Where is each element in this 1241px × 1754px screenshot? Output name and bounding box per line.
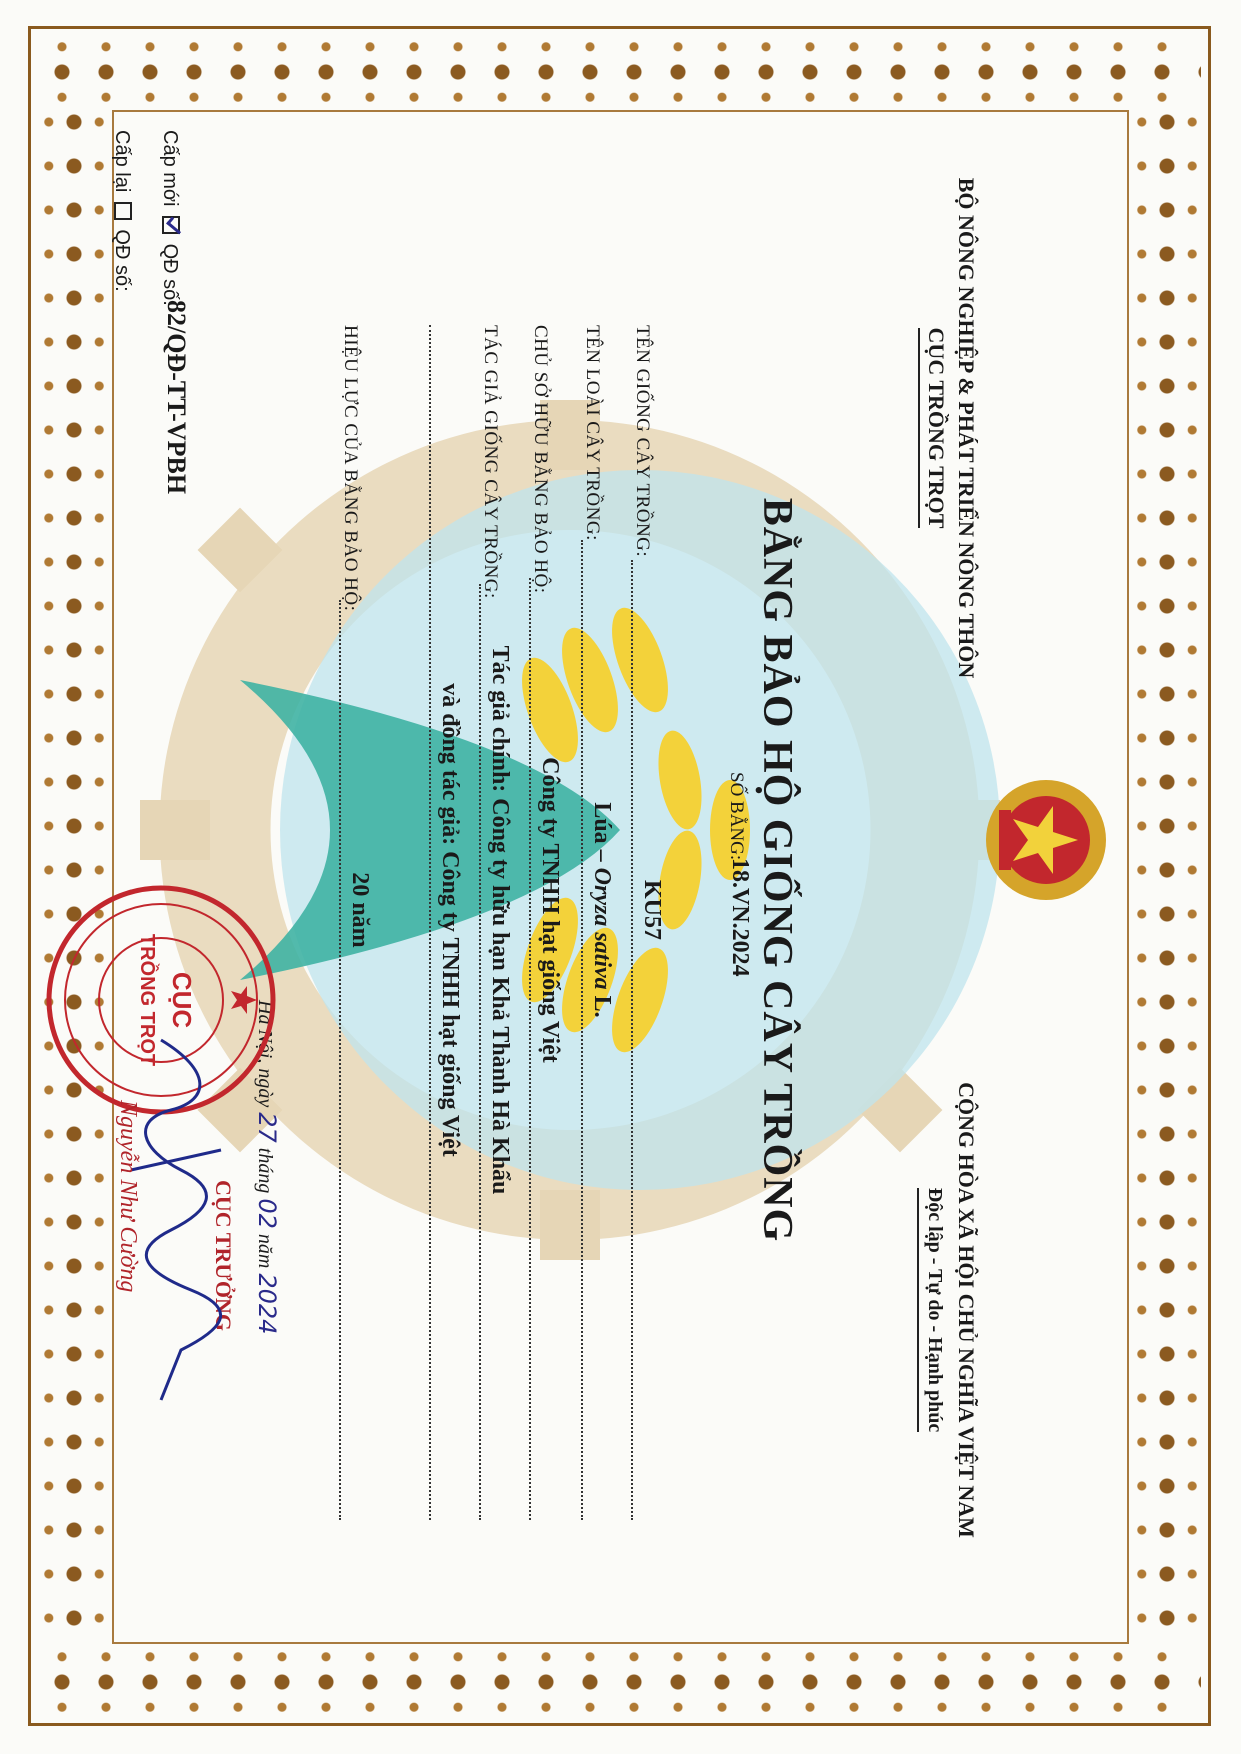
- validity-value: 20 năm: [347, 872, 373, 948]
- country-name: CỘNG HÒA XÃ HỘI CHỦ NGHĨA VIỆT NAM: [954, 1082, 979, 1538]
- issuer-header: [918, 128, 981, 728]
- reissue-checkbox: [114, 202, 132, 220]
- species-author: L.: [589, 995, 615, 1018]
- department-name: CỤC TRỒNG TRỌT: [918, 328, 951, 529]
- author-label: TÁC GIẢ GIỐNG CÂY TRỒNG:: [480, 325, 501, 599]
- author-value-line1: Tác giả chính: Công ty hữu hạn Khả Thành Hà Khẩu: [487, 645, 513, 1195]
- author-dotted-line-2: [429, 325, 431, 1520]
- species-common-name: Lúa –: [589, 802, 615, 862]
- issue-year: 2024: [253, 1273, 281, 1335]
- owner-value: Công ty TNHH hạt giống Việt: [537, 757, 563, 1063]
- variety-dotted-line: [631, 560, 633, 1520]
- national-header: [917, 1000, 981, 1620]
- reissue-decision-label: QĐ số:: [111, 229, 133, 292]
- author-value-line2: và đồng tác giả: Công ty TNHH hạt giống Việt: [437, 683, 463, 1157]
- variety-label: TÊN GIỐNG CÂY TRỒNG:: [632, 325, 653, 558]
- signer-name: Nguyễn Như Cường: [115, 1100, 141, 1293]
- owner-label: CHỦ SỞ HỮU BẰNG BẢO HỘ:: [530, 325, 551, 594]
- issue-month-prefix: tháng: [254, 1147, 276, 1194]
- new-issue-label: Cấp mới: [159, 130, 181, 207]
- new-issue-checkbox: [162, 216, 180, 234]
- certificate-title: BẰNG BẢO HỘ GIỐNG CÂY TRỒNG: [754, 497, 800, 1243]
- variety-value: KU57: [639, 880, 665, 940]
- species-dotted-line: [581, 540, 583, 1520]
- species-value: [588, 680, 615, 1140]
- validity-label: HIỆU LỰC CỦA BẰNG BẢO HỘ:: [340, 325, 361, 612]
- certificate-number-label: SỐ BẰNG:: [726, 772, 747, 861]
- state-emblem-icon: [981, 775, 1111, 905]
- svg-text:CỤC: CỤC: [167, 971, 197, 1029]
- species-label: TÊN LOÀI CÂY TRỒNG:: [582, 325, 603, 541]
- species-latin-name: Oryza sativa: [589, 867, 615, 990]
- issue-date-prefix: Hà Nội, ngày: [254, 1000, 276, 1108]
- ministry-name: BỘ NÔNG NGHIỆP & PHÁT TRIỂN NÔNG THÔN: [954, 177, 979, 679]
- validity-dotted-line: [339, 600, 341, 1520]
- reissue-row: [110, 130, 133, 292]
- issue-year-prefix: năm: [254, 1233, 276, 1269]
- certificate-number: 18.VN.2024: [727, 858, 753, 977]
- issue-month: 02: [253, 1198, 281, 1229]
- new-issue-row: [158, 130, 181, 306]
- signer-title: CỤC TRƯỞNG: [211, 1180, 236, 1331]
- svg-text:TRỒNG TRỌT: TRỒNG TRỌT: [136, 933, 158, 1067]
- issue-day: 27: [253, 1112, 281, 1143]
- new-issue-decision-label: QĐ số:: [159, 243, 181, 306]
- owner-dotted-line: [529, 578, 531, 1520]
- author-dotted-line-1: [479, 584, 481, 1520]
- reissue-label: Cấp lại: [111, 130, 133, 193]
- decision-number: 82/QĐ-TT-VPBH: [162, 300, 191, 495]
- national-motto: Độc lập - Tự do - Hạnh phúc: [917, 1188, 950, 1432]
